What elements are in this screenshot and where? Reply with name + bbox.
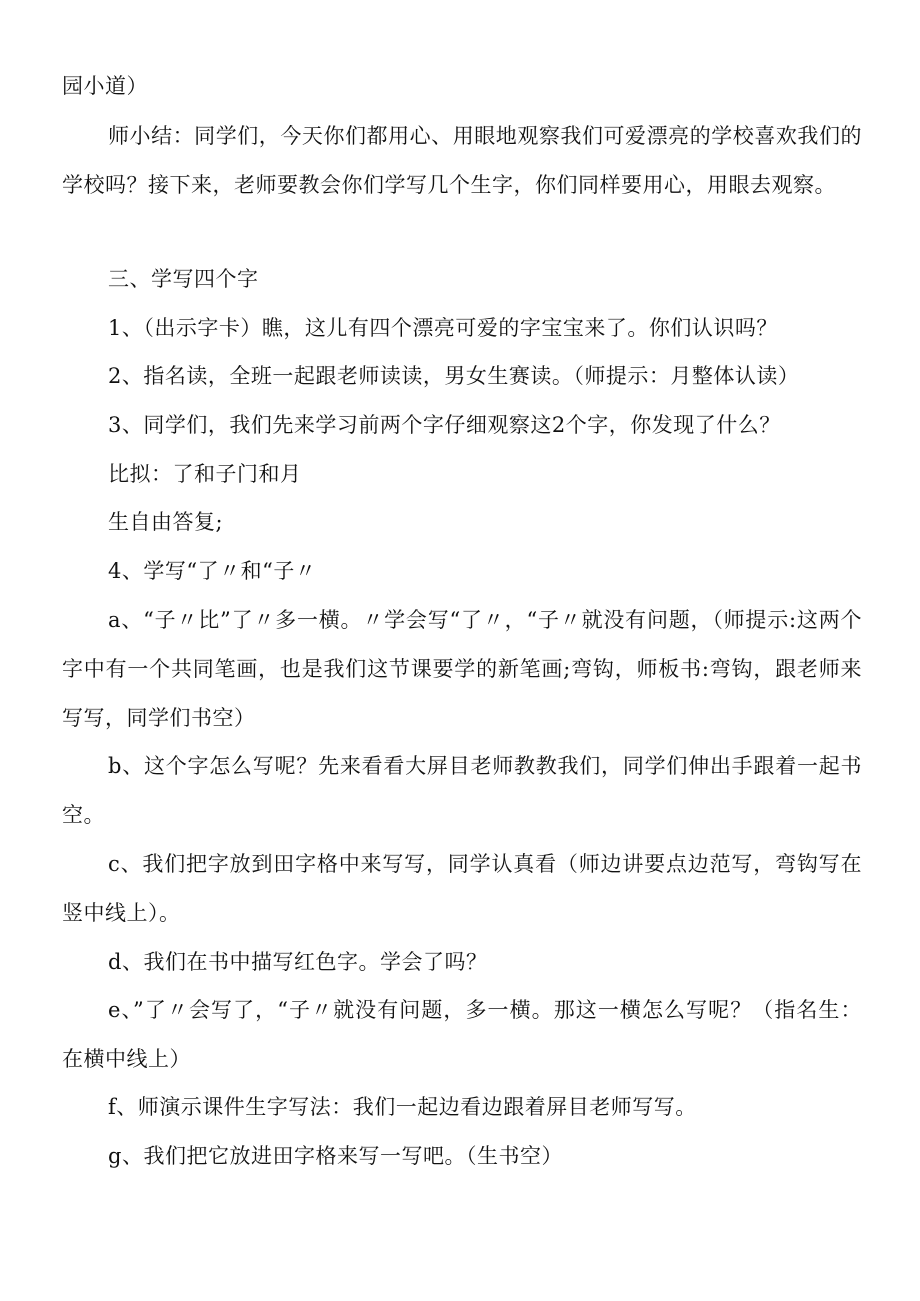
- paragraph-11: c、我们把字放到田字格中来写写，同学认真看（师边讲要点边范写，弯钩写在竖中线上）。: [62, 852, 862, 925]
- paragraph-4: 2、指名读，全班一起跟老师读读，男女生赛读。（师提示：月整体认读）: [108, 364, 800, 388]
- paragraph-0: 园小道）: [62, 74, 148, 98]
- paragraph-5: 3、同学们，我们先来学习前两个字仔细观察这2个字，你发现了什么？: [108, 413, 781, 437]
- paragraph-15: g、我们把它放进田字格来写一写吧。（生书空）: [108, 1144, 563, 1168]
- paragraph-8: 4、学写“了〃和“子〃: [108, 559, 317, 583]
- paragraph-6: 比拟：了和子门和月: [108, 462, 302, 486]
- paragraph-14: f、师演示课件生字写法：我们一起边看边跟着屏目老师写写。: [108, 1095, 697, 1119]
- paragraph-10: b、这个字怎么写呢？先来看看大屏目老师教教我们，同学们伸出手跟着一起书空。: [62, 754, 862, 827]
- paragraph-12: d、我们在书中描写红色字。学会了吗？: [108, 950, 488, 974]
- paragraph-2: 三、学写四个字: [108, 267, 259, 291]
- paragraph-3: 1、（出示字卡）瞧，这儿有四个漂亮可爱的字宝宝来了。你们认识吗？: [108, 316, 778, 340]
- paragraph-13: e、”了〃会写了，“子〃就没有问题，多一横。那这一横怎么写呢？（指名生：在横中线上）: [62, 998, 862, 1071]
- paragraph-9: a、“子〃比”了〃多一横。〃学会写“了〃，“子〃就没有问题，（师提示:这两个字中有一个共同笔画，也是我们这节课要学的新笔画;弯钩，师板书:弯钩，跟老师来写写，同学们书空）: [62, 608, 862, 730]
- paragraph-1: 师小结：同学们，今天你们都用心、用眼地观察我们可爱漂亮的学校喜欢我们的学校吗？接下来，老师要教会你们学写几个生字，你们同样要用心，用眼去观察。: [62, 124, 862, 197]
- paragraph-7: 生自由答复;: [108, 510, 224, 534]
